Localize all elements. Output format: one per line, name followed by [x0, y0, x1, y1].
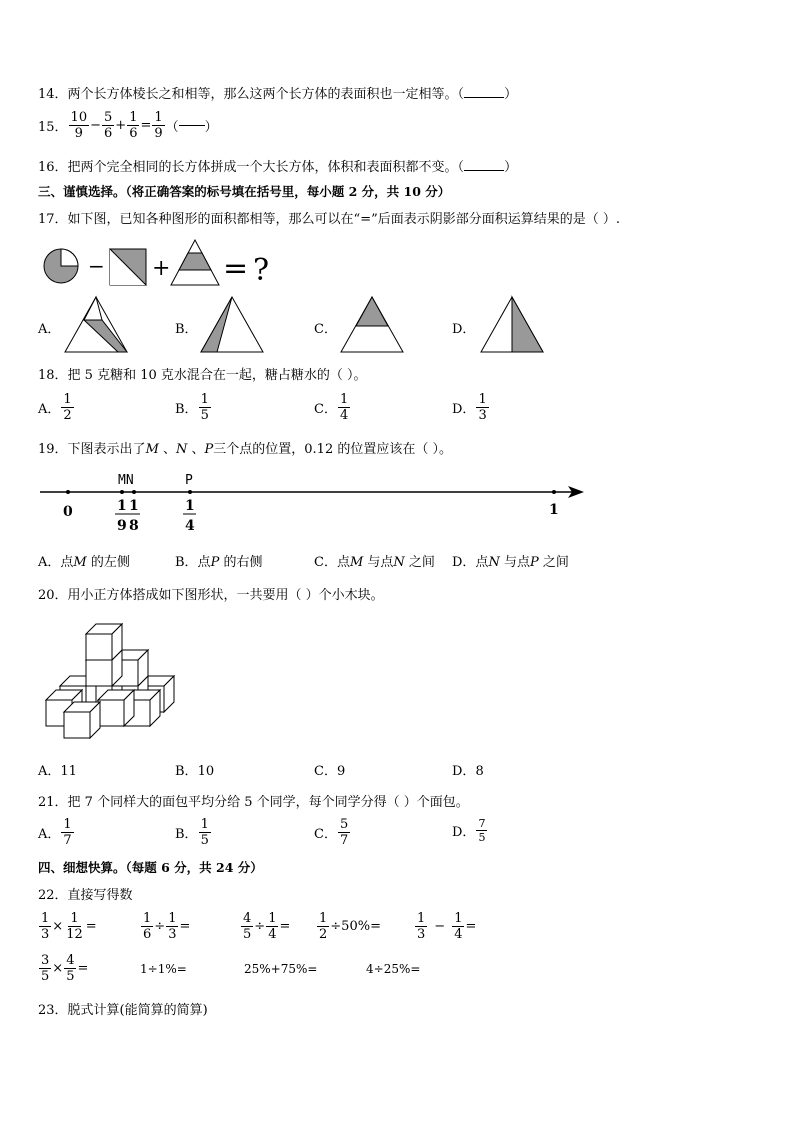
expr-3: $\frac{4}{5}$ ÷ $\frac{1}{4}$ =	[243, 911, 291, 942]
fraction: $\frac{10}{9}$	[70, 110, 88, 141]
svg-text:4: 4	[185, 518, 195, 534]
point-m-var: M	[145, 442, 159, 457]
equals-sign: =	[223, 251, 249, 286]
q19-option-a[interactable]: A．点M 的左侧	[38, 555, 130, 570]
question-14: 14．两个长方体棱长之和相等，那么这两个长方体的表面积也一定相等。（ ）	[38, 87, 518, 102]
question-17	[38, 208, 620, 227]
q20-option-a[interactable]: A．11	[38, 764, 77, 779]
fraction: $\frac{1}{7}$	[63, 817, 72, 848]
expr-7: 1÷1%=	[140, 962, 187, 976]
question-22	[38, 884, 133, 903]
section-three-heading: 三、谨慎选择。（将正确答案的标号填在括号里，每小题 2 分，共 10 分）	[38, 184, 451, 199]
circle-figure	[44, 249, 78, 283]
svg-text:9: 9	[117, 518, 127, 534]
fraction: $\frac{1}{3}$	[478, 392, 487, 423]
question-number: 22．	[38, 888, 68, 903]
point-m	[120, 490, 124, 494]
q18-option-d[interactable]: D． $\frac{1}{3}$	[452, 392, 487, 423]
answer-blank[interactable]	[464, 97, 504, 98]
answer-blank[interactable]	[464, 170, 504, 171]
answer-blank[interactable]	[179, 125, 205, 126]
question-text: 把 7 个同样大的面包平均分给 5 个同学，每个同学分得（ ）个面包。	[67, 795, 469, 810]
q20-option-c[interactable]: C．9	[314, 764, 346, 779]
label-one: 1	[549, 502, 559, 518]
question-19: 19．下图表示出了M 、N 、P三个点的位置，0.12 的位置应该在（ ）。	[38, 442, 452, 457]
fraction: $\frac{7}{5}$	[478, 817, 486, 844]
q20-option-d[interactable]: D．8	[452, 764, 484, 779]
fraction-n	[127, 498, 140, 534]
question-number: 20．	[38, 588, 68, 603]
point-zero	[66, 490, 70, 494]
option-c-label[interactable]: C．	[314, 322, 337, 337]
q21-option-a[interactable]: A． $\frac{1}{7}$	[38, 817, 72, 848]
label-mn: MN	[118, 473, 134, 488]
point-n	[132, 490, 136, 494]
q19-option-b[interactable]: B．点P 的右侧	[175, 555, 263, 570]
point-p-var: P	[204, 442, 214, 457]
q20-option-b[interactable]: B．10	[175, 764, 215, 779]
svg-text:8: 8	[129, 518, 139, 534]
question-mark: ?	[253, 253, 270, 288]
square-figure	[110, 249, 146, 285]
label-p: P	[185, 473, 193, 488]
question-text: 脱式计算(能简算的简算)	[67, 1003, 208, 1018]
q18-option-b[interactable]: B． $\frac{1}{5}$	[175, 392, 209, 423]
fraction: $\frac{1}{9}$	[154, 110, 163, 141]
question-18	[38, 364, 367, 383]
q21-option-d[interactable]: D． $\frac{7}{5}$	[452, 817, 486, 844]
expr-1: $\frac{1}{3}$ × $\frac{1}{12}$ =	[41, 911, 97, 942]
question-20	[38, 584, 384, 603]
cube-stack-figure	[44, 620, 184, 740]
q19-option-d[interactable]: D．点N 与点P 之间	[452, 555, 569, 570]
option-d-triangle[interactable]	[480, 296, 544, 354]
question-number: 23．	[38, 1003, 68, 1018]
fraction: $\frac{1}{6}$	[129, 110, 138, 141]
question-number: 16．	[38, 160, 68, 175]
triangle-figure	[171, 240, 219, 285]
question-number: 14．	[38, 87, 68, 102]
question-number: 15．	[38, 120, 68, 135]
question-number: 18．	[38, 368, 68, 383]
label-zero: 0	[63, 504, 73, 520]
option-c-triangle[interactable]	[340, 296, 404, 354]
q18-option-a[interactable]: A． $\frac{1}{2}$	[38, 392, 72, 423]
question-text: 直接写得数	[67, 888, 133, 903]
fraction: $\frac{1}{4}$	[339, 392, 349, 423]
option-a-label[interactable]: A．	[38, 322, 61, 337]
fraction: $\frac{5}{7}$	[339, 817, 349, 848]
question-16: 16．把两个完全相同的长方体拼成一个大长方体，体积和表面积都不变。（ ）	[38, 160, 518, 175]
question-text: 如下图，已知各种图形的面积都相等，那么可以在“=”后面表示阴影部分面积运算结果的是（ ）.	[67, 212, 620, 227]
question-text: 用小正方体搭成如下图形状，一共要用（ ）个小木块。	[67, 588, 384, 603]
svg-text:1: 1	[129, 498, 139, 514]
minus-sign: −	[88, 254, 105, 278]
fraction-m	[115, 498, 128, 534]
question-number: 19．	[38, 442, 68, 457]
point-n-var: N	[176, 442, 188, 457]
q19-option-c[interactable]: C．点M 与点N 之间	[314, 555, 435, 570]
fraction: $\frac{1}{2}$	[63, 392, 72, 423]
question-23	[38, 999, 208, 1018]
fraction: $\frac{1}{5}$	[200, 392, 209, 423]
question-21	[38, 791, 469, 810]
expr-5: $\frac{1}{3}$ − $\frac{1}{4}$ =	[417, 911, 477, 942]
q21-option-c[interactable]: C． $\frac{5}{7}$	[314, 817, 349, 848]
question-text: 把两个完全相同的长方体拼成一个大长方体，体积和表面积都不变。（	[67, 160, 465, 175]
question-15: 15． $\frac{10}{9}$ − $\frac{5}{6}$ + $\frac{1}{6}$ = $\frac{1}{9}$ （ ）	[38, 110, 218, 141]
expr-4: $\frac{1}{2}$ ÷50%=	[319, 911, 381, 942]
fraction: $\frac{5}{6}$	[104, 110, 113, 141]
option-d-label[interactable]: D．	[452, 322, 476, 337]
svg-text:1: 1	[117, 498, 127, 514]
option-b-label[interactable]: B．	[175, 322, 198, 337]
point-p	[188, 490, 192, 494]
fraction: $\frac{1}{5}$	[200, 817, 209, 848]
expr-6: $\frac{3}{5}$ × $\frac{4}{5}$ =	[41, 953, 89, 984]
plus-sign: +	[152, 256, 171, 281]
question-text: 把 5 克糖和 10 克水混合在一起，糖占糖水的（ ）。	[67, 368, 367, 383]
number-line	[38, 466, 598, 546]
question-number: 17．	[38, 212, 68, 227]
q21-option-b[interactable]: B． $\frac{1}{5}$	[175, 817, 209, 848]
q17-equation-figure	[40, 238, 280, 288]
expr-2: $\frac{1}{6}$ ÷ $\frac{1}{3}$ =	[143, 911, 191, 942]
fraction-p	[183, 498, 196, 534]
q18-option-c[interactable]: C． $\frac{1}{4}$	[314, 392, 349, 423]
expr-9: 4÷25%=	[366, 962, 421, 976]
svg-text:1: 1	[185, 498, 195, 514]
question-text: 两个长方体棱长之和相等，那么这两个长方体的表面积也一定相等。（	[67, 87, 465, 102]
section-four-heading: 四、细想快算。（每题 6 分，共 24 分）	[38, 860, 263, 875]
expr-8: 25%+75%=	[244, 962, 318, 976]
option-b-triangle[interactable]	[200, 296, 264, 354]
option-a-triangle[interactable]	[64, 296, 128, 354]
point-one	[552, 490, 556, 494]
question-number: 21．	[38, 795, 68, 810]
